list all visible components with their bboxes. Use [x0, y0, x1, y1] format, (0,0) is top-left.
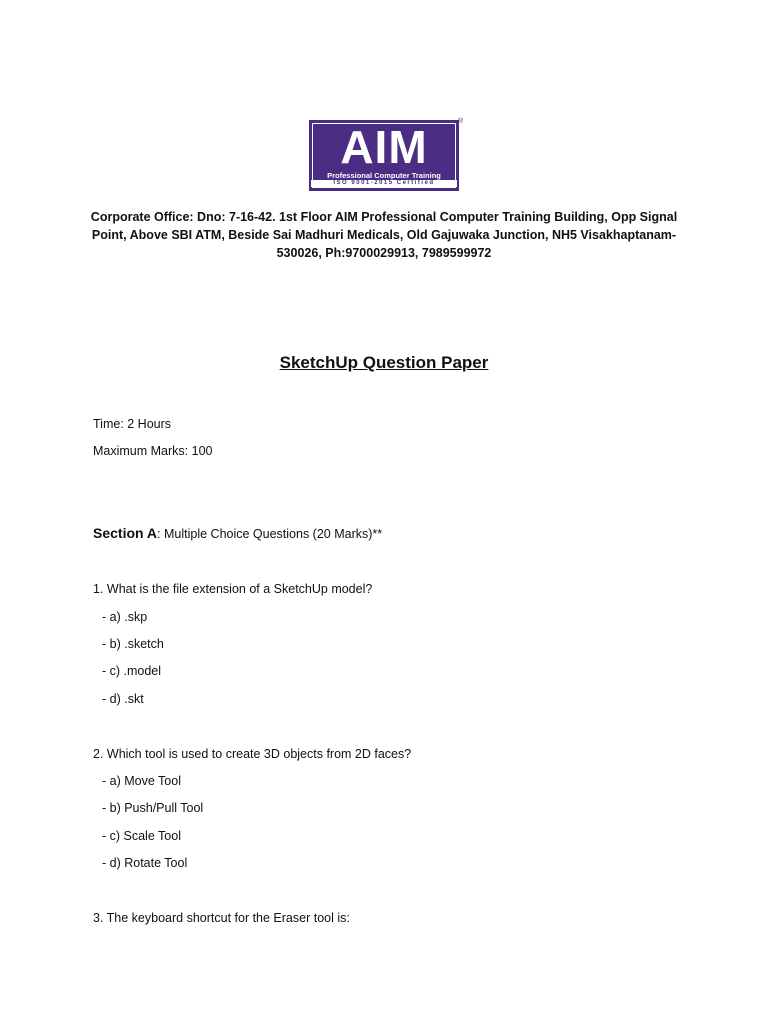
question-3: 3. The keyboard shortcut for the Eraser tool is:: [93, 911, 350, 925]
question-1-option-b: - b) .sketch: [102, 637, 164, 651]
section-a-heading: [93, 525, 382, 542]
aim-logo: [309, 120, 459, 191]
logo-certification: ISO 9001-2015 Certified: [311, 180, 457, 187]
section-a-label: Section A: [93, 525, 158, 541]
question-1: 1. What is the file extension of a SketchUp model?: [93, 582, 373, 596]
question-2-option-a: - a) Move Tool: [102, 774, 181, 788]
registered-mark: ®: [458, 118, 464, 125]
question-2-option-d: - d) Rotate Tool: [102, 856, 188, 870]
exam-time: Time: 2 Hours: [93, 417, 172, 431]
exam-max-marks: Maximum Marks: 100: [93, 444, 213, 458]
question-2-option-b: - b) Push/Pull Tool: [102, 801, 204, 815]
question-2-option-c: - c) Scale Tool: [102, 829, 181, 843]
logo-tagline: Professional Computer Training: [327, 171, 441, 180]
question-1-option-d: - d) .skt: [102, 692, 144, 706]
question-1-option-c: - c) .model: [102, 664, 162, 678]
question-2: 2. Which tool is used to create 3D objects from 2D faces?: [93, 747, 412, 761]
section-a-description: : Multiple Choice Questions (20 Marks)**: [157, 527, 383, 541]
corporate-address: Corporate Office: Dno: 7-16-42. 1st Floor AIM Professional Computer Training Building, Opp Signal Point, Above SBI ATM, Beside Sai Madhuri Medicals, Old Gajuwaka Junction, NH5 Visakhaptanam-530026, Ph:9700029913, 7989599972: [90, 210, 678, 260]
page-title: SketchUp Question Paper: [279, 353, 489, 372]
question-1-option-a: - a) .skp: [102, 610, 148, 624]
logo-brand: AIM: [340, 121, 428, 173]
